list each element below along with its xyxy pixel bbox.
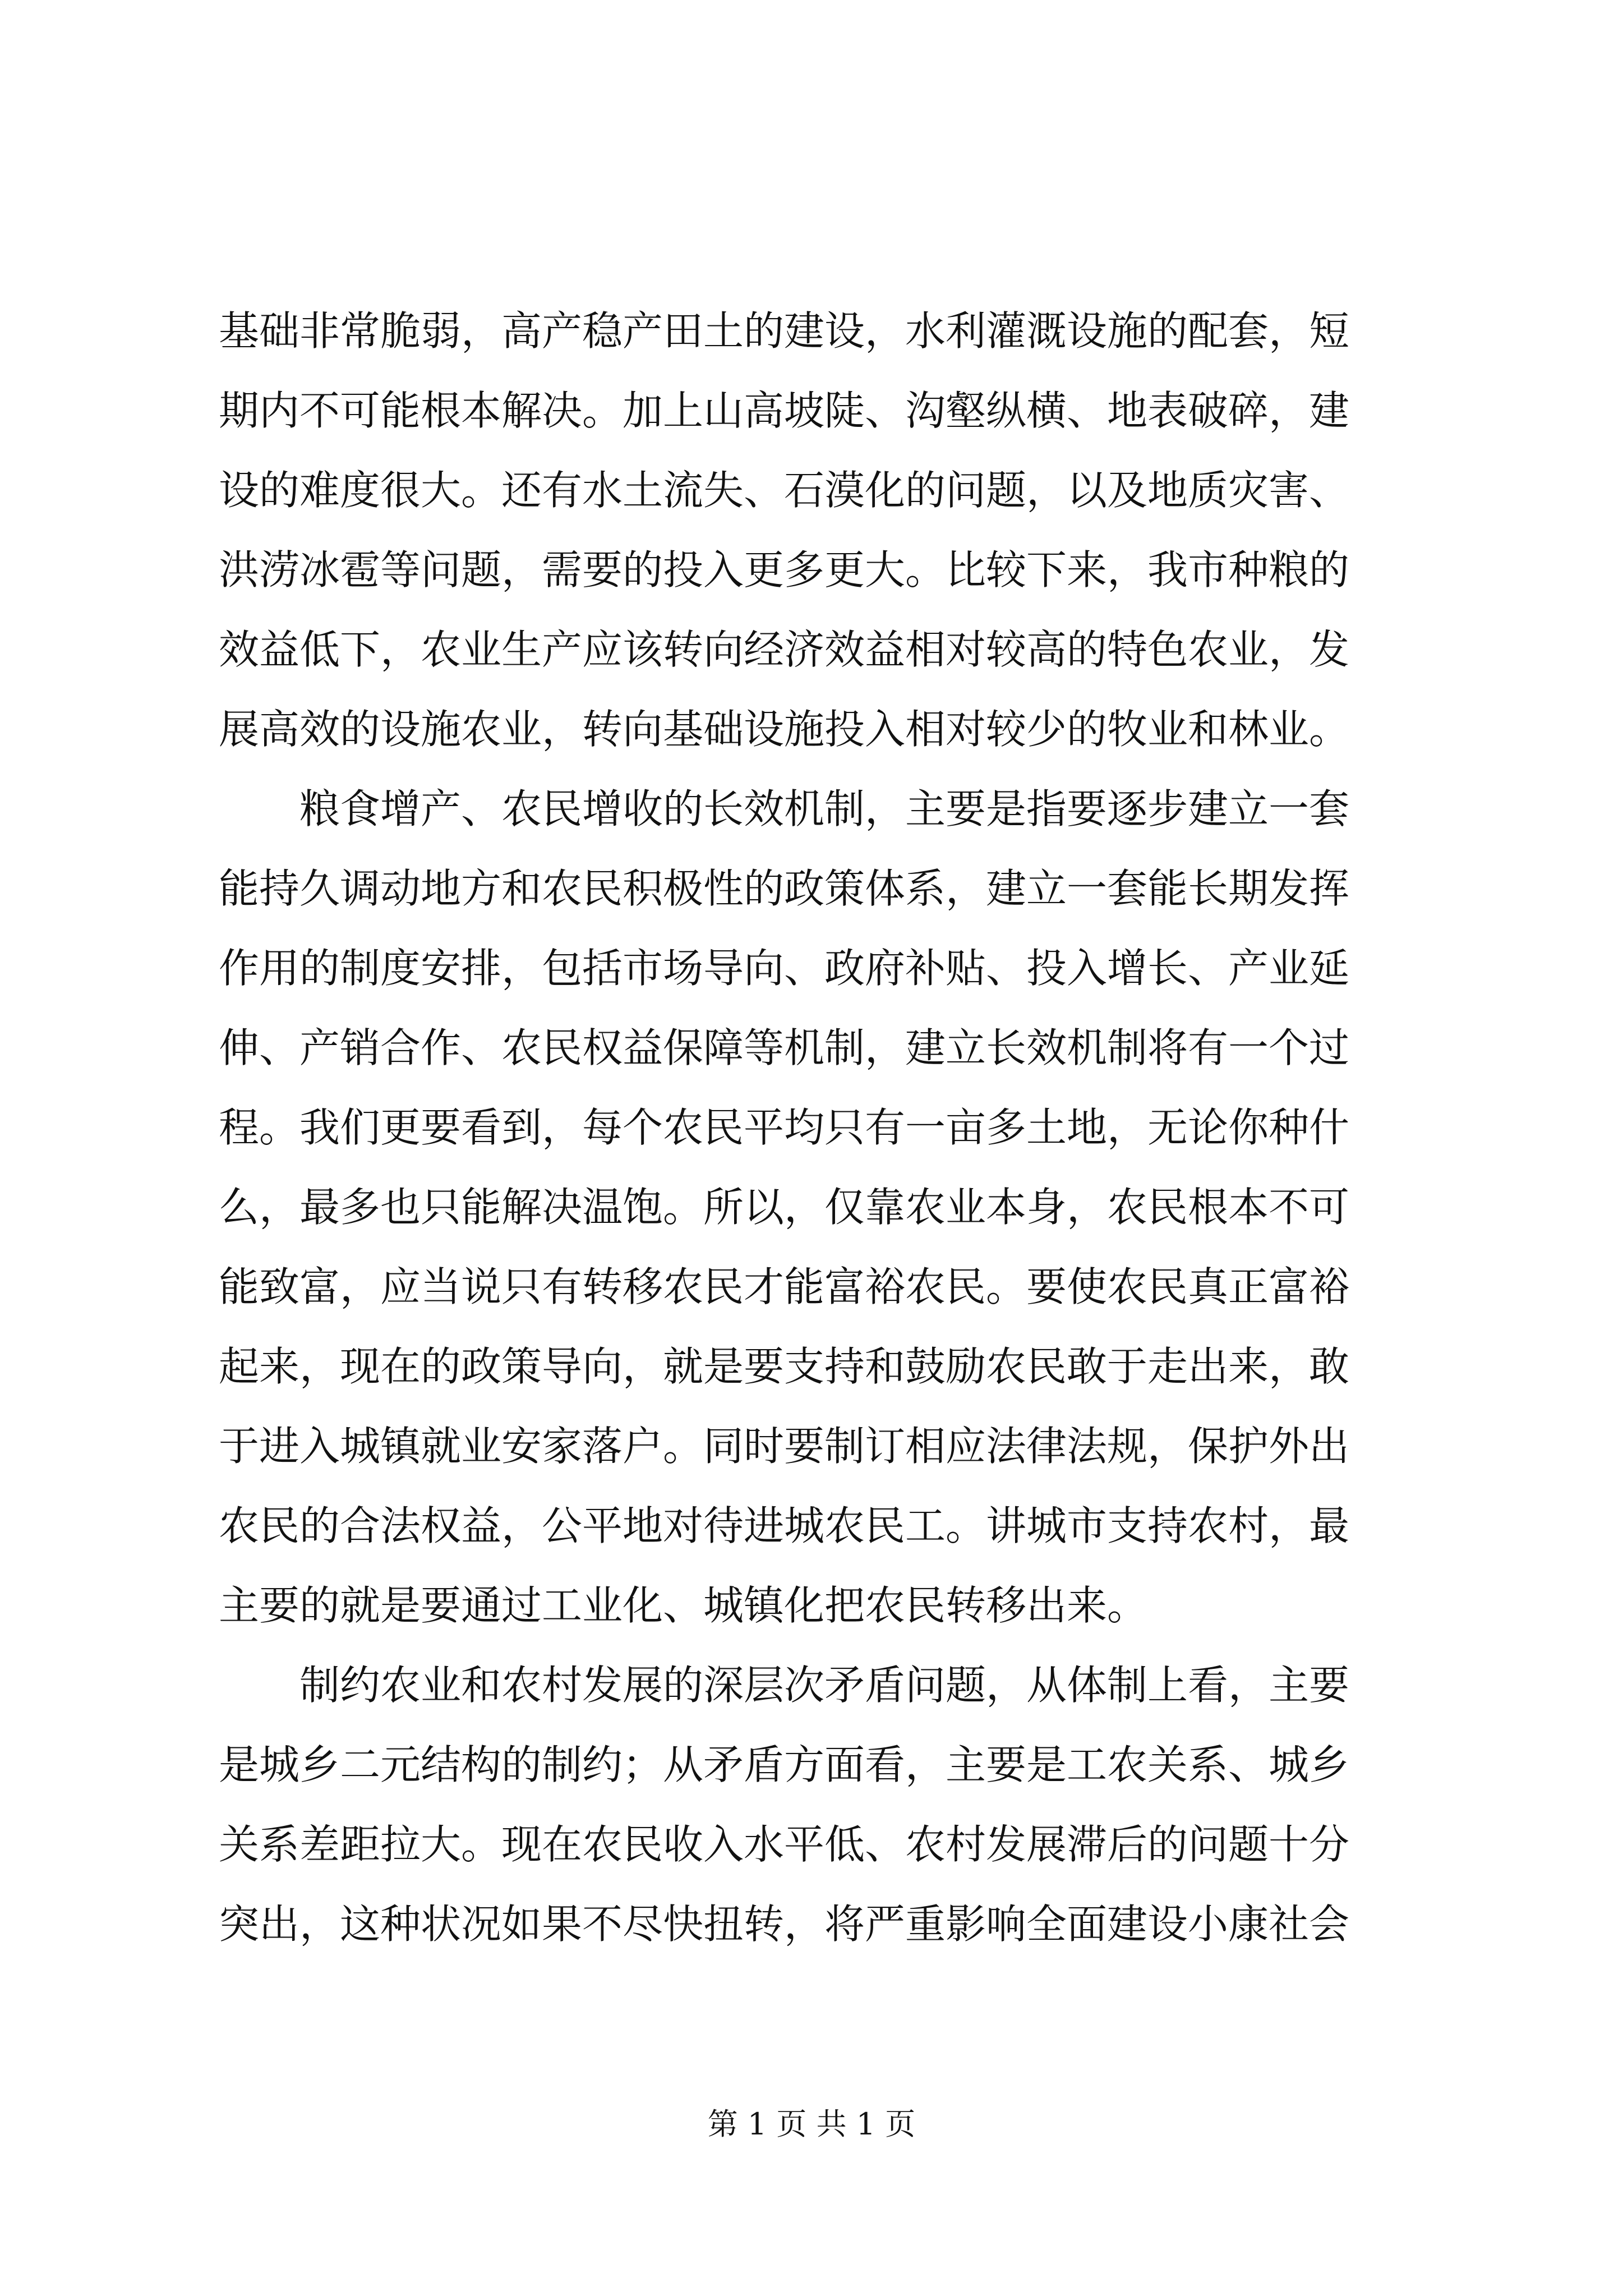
text-line: 作用的制度安排，包括市场导向、政府补贴、投入增长、产业延	[219, 945, 1350, 992]
text-line: 能持久调动地方和农民积极性的政策体系，建立一套能长期发挥	[219, 865, 1350, 912]
text-line: 是城乡二元结构的制约；从矛盾方面看，主要是工农关系、城乡	[219, 1741, 1350, 1788]
text-line: 突出，这种状况如果不尽快扭转，将严重影响全面建设小康社会	[219, 1901, 1350, 1948]
paragraph-start-line: 粮食增产、农民增收的长效机制，主要是指要逐步建立一套	[219, 785, 1350, 832]
text-line: 程。我们更要看到，每个农民平均只有一亩多土地，无论你种什	[219, 1104, 1350, 1151]
paragraph-start-line: 制约农业和农村发展的深层次矛盾问题，从体制上看，主要	[219, 1662, 1350, 1709]
text-line: 么，最多也只能解决温饱。所以，仅靠农业本身，农民根本不可	[219, 1184, 1350, 1231]
text-line: 主要的就是要通过工业化、城镇化把农民转移出来。	[219, 1582, 1148, 1629]
text-line: 期内不可能根本解决。加上山高坡陡、沟壑纵横、地表破碎，建	[219, 387, 1350, 434]
text-line: 能致富，应当说只有转移农民才能富裕农民。要使农民真正富裕	[219, 1263, 1350, 1310]
text-line: 洪涝冰雹等问题，需要的投入更多更大。比较下来，我市种粮的	[219, 546, 1350, 593]
text-line: 伸、产销合作、农民权益保障等机制，建立长效机制将有一个过	[219, 1024, 1350, 1071]
text-line: 关系差距拉大。现在农民收入水平低、农村发展滞后的问题十分	[219, 1821, 1350, 1868]
text-line: 农民的合法权益，公平地对待进城农民工。讲城市支持农村，最	[219, 1502, 1350, 1549]
page-number-footer: 第 1 页 共 1 页	[707, 2106, 916, 2142]
text-line: 设的难度很大。还有水土流失、石漠化的问题，以及地质灾害、	[219, 467, 1350, 514]
text-line: 于进入城镇就业安家落户。同时要制订相应法律法规，保护外出	[219, 1423, 1350, 1470]
text-line: 效益低下，农业生产应该转向经济效益相对较高的特色农业，发	[219, 626, 1350, 673]
text-line: 基础非常脆弱，高产稳产田土的建设，水利灌溉设施的配套，短	[219, 307, 1350, 355]
text-line: 起来，现在的政策导向，就是要支持和鼓励农民敢于走出来，敢	[219, 1343, 1350, 1390]
text-line: 展高效的设施农业，转向基础设施投入相对较少的牧业和林业。	[219, 706, 1350, 753]
